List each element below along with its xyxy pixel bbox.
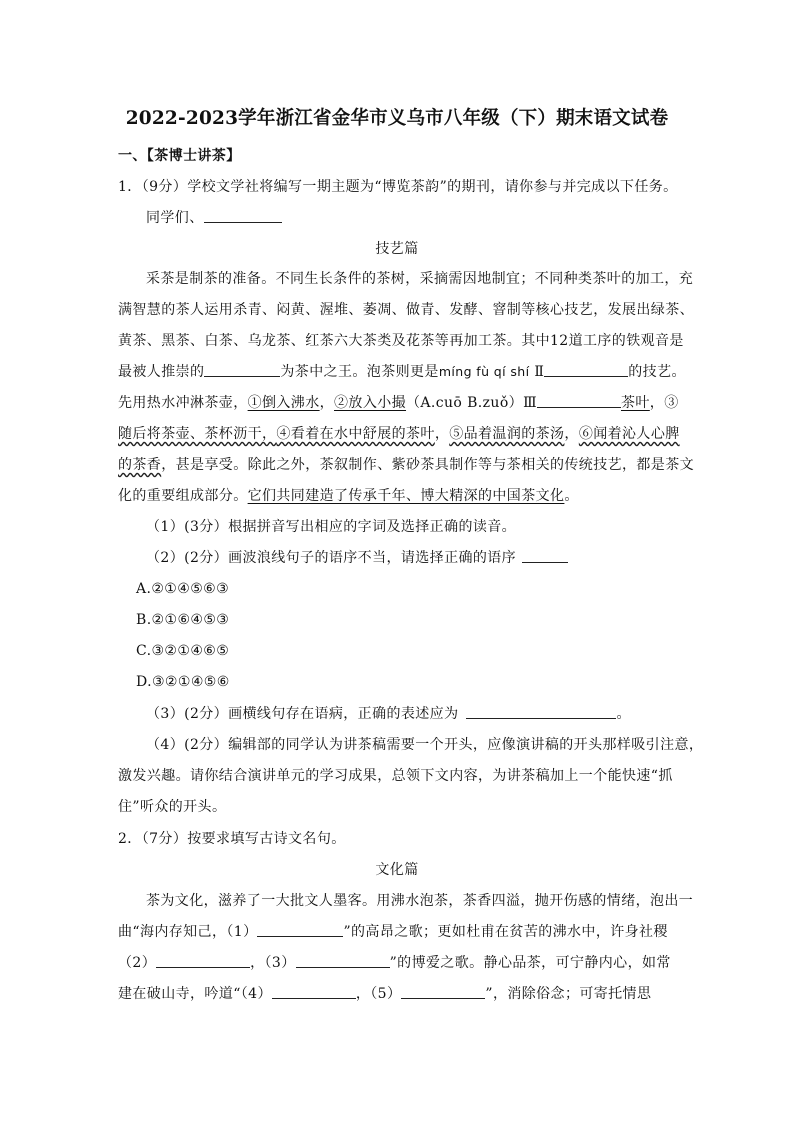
poem-blank-3[interactable] bbox=[296, 953, 390, 968]
text-segment: 。 bbox=[616, 706, 631, 722]
text-segment: （2） bbox=[118, 955, 157, 971]
text-segment: ，（3） bbox=[250, 955, 296, 971]
text-segment: ， bbox=[434, 426, 450, 442]
text-segment: 化的重要组成部分。 bbox=[118, 488, 248, 504]
option-d[interactable]: D.③②①④⑤⑥ bbox=[136, 674, 230, 690]
q1-para-line-6 bbox=[118, 424, 678, 444]
sub-question-1: （1）(3分）根据拼音写出相应的字词及选择正确的读音。 bbox=[146, 519, 517, 535]
sub-question-3-line bbox=[146, 704, 706, 724]
q1-para-line-2: 满智慧的茶人运用杀青、闷黄、渥堆、萎凋、做青、发酵、窨制等核心技艺，发展出绿茶、 bbox=[118, 302, 694, 318]
text-segment: ， bbox=[564, 426, 579, 442]
sentence-2: ②放入小撮 bbox=[334, 395, 407, 411]
poem-blank-5[interactable] bbox=[401, 984, 485, 999]
poem-blank-2[interactable] bbox=[156, 953, 250, 968]
sub-question-4-line-1: （4）(2分）编辑部的同学认为讲茶稿需要一个开头，应像演讲稿的开头那样吸引注意， bbox=[146, 737, 704, 753]
sub-question-2-line bbox=[146, 548, 706, 568]
sentence-5: ⑤品着温润的茶汤 bbox=[449, 426, 565, 442]
q1-greeting-line bbox=[146, 208, 706, 228]
q2-para-line-4 bbox=[118, 984, 678, 1004]
text-segment: 曲“海内存知己，（1） bbox=[118, 924, 258, 940]
q1-para-line-7 bbox=[118, 455, 695, 475]
q2-para-line-3 bbox=[118, 953, 678, 973]
sub2-answer-blank[interactable] bbox=[522, 548, 568, 563]
faulty-sentence: 它们共同建造了传承千年、博大精深的中国茶文化 bbox=[247, 488, 565, 504]
q1-intro: 1．（9分）学校文学社将编写一期主题为“博览茶韵”的期刊，请你参与并完成以下任务。 bbox=[118, 179, 678, 195]
q1-para-line-1: 采茶是制茶的准备。不同生长条件的茶树，采摘需因地制宜；不同种类茶叶的加工，充 bbox=[146, 271, 694, 287]
option-a[interactable]: A.②①④⑤⑥③ bbox=[136, 581, 230, 597]
q2-intro: 2．（7分）按要求填写古诗文名句。 bbox=[118, 831, 346, 847]
text-segment: ”的高昂之歌；更如杜甫在贫苦的沸水中，许身社稷 bbox=[343, 924, 668, 940]
text-segment: ，甚是享受。除此之外，茶叙制作、紫砂茶具制作等与茶相关的传统技艺，都是茶文 bbox=[161, 457, 695, 473]
reading-options: （A.cuō B.zuǒ）Ⅲ bbox=[406, 395, 537, 411]
q1-para-line-3: 黄茶、黑茶、白茶、乌龙茶、红茶六大茶类及花茶等再加工茶。其中12道工序的铁观音是 bbox=[118, 333, 684, 349]
sentence-3: 随后将茶壶、茶杯沥干， bbox=[118, 426, 277, 442]
sentence-6: ⑥闻着沁人心脾 bbox=[578, 426, 680, 442]
sentence-1: ①倒入沸水 bbox=[247, 395, 320, 411]
sub3-answer-blank[interactable] bbox=[466, 704, 616, 719]
text-segment: ，（5） bbox=[355, 986, 402, 1002]
text-segment: 先用热水冲淋茶壶， bbox=[118, 395, 248, 411]
greeting-blank[interactable] bbox=[204, 208, 282, 223]
poem-blank-1[interactable] bbox=[257, 922, 343, 937]
option-c[interactable]: C.③②①④⑥⑤ bbox=[136, 643, 230, 659]
text-segment: ， bbox=[319, 395, 335, 411]
text-segment: 茶叶 bbox=[620, 395, 650, 411]
option-b[interactable]: B.②①⑥④⑤③ bbox=[136, 612, 230, 628]
blank-ii[interactable] bbox=[544, 362, 628, 377]
q2-para-line-1: 茶为文化，滋养了一大批文人墨客。用沸水泡茶，茶香四溢，抛开伤感的情绪，泡出一 bbox=[146, 893, 694, 909]
q1-para-line-4 bbox=[118, 362, 686, 382]
poem-blank-4[interactable] bbox=[272, 984, 356, 999]
text-segment: 建在破山寺，吟道“（4） bbox=[118, 986, 272, 1002]
text-segment: 最被人推崇的 bbox=[118, 364, 205, 380]
page-title: 2022-2023学年浙江省金华市义乌市八年级（下）期末语文试卷 bbox=[125, 108, 669, 129]
sub-question-2: （2）(2分）画波浪线句子的语序不当，请选择正确的语序 bbox=[146, 550, 517, 566]
q2-section-heading: 文化篇 bbox=[375, 862, 419, 878]
sub-question-4-line-2: 激发兴趣。请你结合演讲单元的学习成果，总领下文内容，为讲茶稿加上一个能快速“抓 bbox=[118, 768, 673, 784]
q1-greeting: 同学们、 bbox=[146, 210, 204, 226]
blank-i[interactable] bbox=[204, 362, 280, 377]
section-heading: 一、【茶博士讲茶】 bbox=[118, 148, 241, 164]
q1-para-line-5 bbox=[118, 393, 678, 413]
text-segment: ”，消除俗念；可寄托情思 bbox=[485, 986, 652, 1002]
q1-para-line-8 bbox=[118, 486, 678, 506]
sentence-4: ④看着在水中舒展的茶叶 bbox=[276, 426, 435, 442]
sub-question-3: （3）(2分）画横线句存在语病，正确的表述应为 bbox=[146, 706, 459, 722]
q1-section-heading: 技艺篇 bbox=[375, 241, 419, 257]
text-segment: 的技艺。 bbox=[628, 364, 686, 380]
q2-para-line-2 bbox=[118, 922, 678, 942]
pinyin-hint: míng fù qí shí bbox=[438, 364, 530, 379]
text-segment: 为茶中之王。泡茶则更是 bbox=[280, 364, 439, 380]
blank-marker: Ⅱ bbox=[529, 364, 545, 380]
sub-question-4-line-3: 住”听众的开头。 bbox=[118, 799, 227, 815]
text-segment: ”的博爱之歌。静心品茶，可宁静内心，如常 bbox=[389, 955, 671, 971]
text-segment: 。 bbox=[564, 488, 579, 504]
text-segment: ，③ bbox=[649, 395, 679, 411]
sentence-6-end: 的茶香 bbox=[118, 457, 162, 473]
blank-iii[interactable] bbox=[537, 393, 621, 408]
